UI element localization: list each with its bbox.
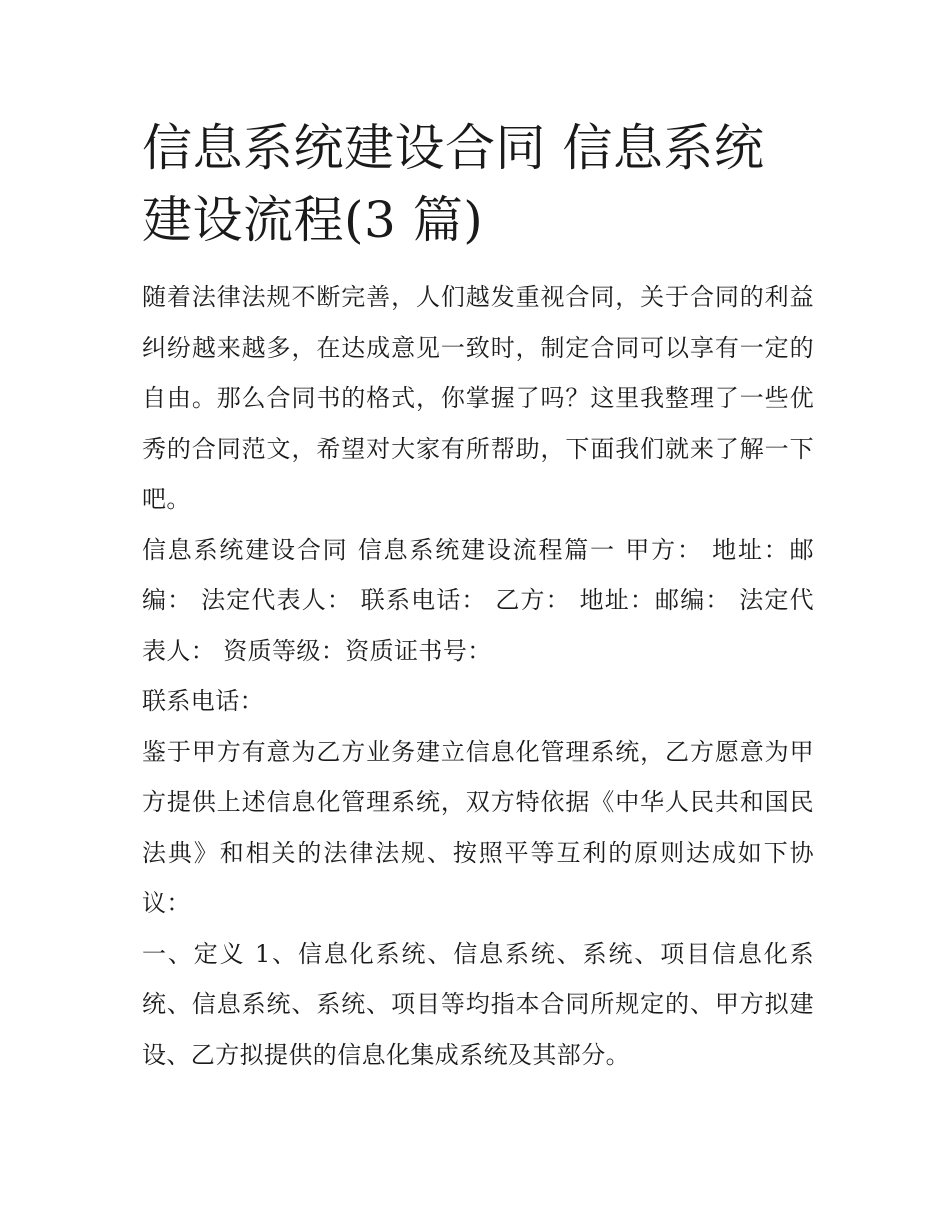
definition-paragraph: 一、定义 1、信息化系统、信息系统、系统、项目信息化系统、信息系统、系统、项目等均指本合同所规定的、甲方拟建设、乙方拟提供的信息化集成系统及其部分。 bbox=[142, 939, 814, 1069]
document-page bbox=[142, 112, 814, 1080]
document-body bbox=[142, 272, 814, 1080]
contact-phone-paragraph: 联系电话： bbox=[142, 687, 264, 715]
agreement-preamble-paragraph: 鉴于甲方有意为乙方业务建立信息化管理系统，乙方愿意为甲方提供上述信息化管理系统，双方特依据《中华人民共和国民法典》和相关的法律法规、按照平等互利的原则达成如下协议： bbox=[142, 737, 814, 917]
party-info-paragraph: 信息系统建设合同 信息系统建设流程篇一 甲方： 地址：邮编： 法定代表人： 联系电话： 乙方： 地址：邮编： 法定代表人： 资质等级：资质证书号： bbox=[142, 535, 814, 665]
document-title: 信息系统建设合同 信息系统建设流程(3 篇) bbox=[142, 119, 765, 249]
intro-paragraph: 随着法律法规不断完善，人们越发重视合同，关于合同的利益纠纷越来越多，在达成意见一致时，制定合同可以享有一定的自由。那么合同书的格式，你掌握了吗？这里我整理了一些优秀的合同范文，希望对大家有所帮助，下面我们就来了解一下吧。 bbox=[142, 283, 814, 513]
